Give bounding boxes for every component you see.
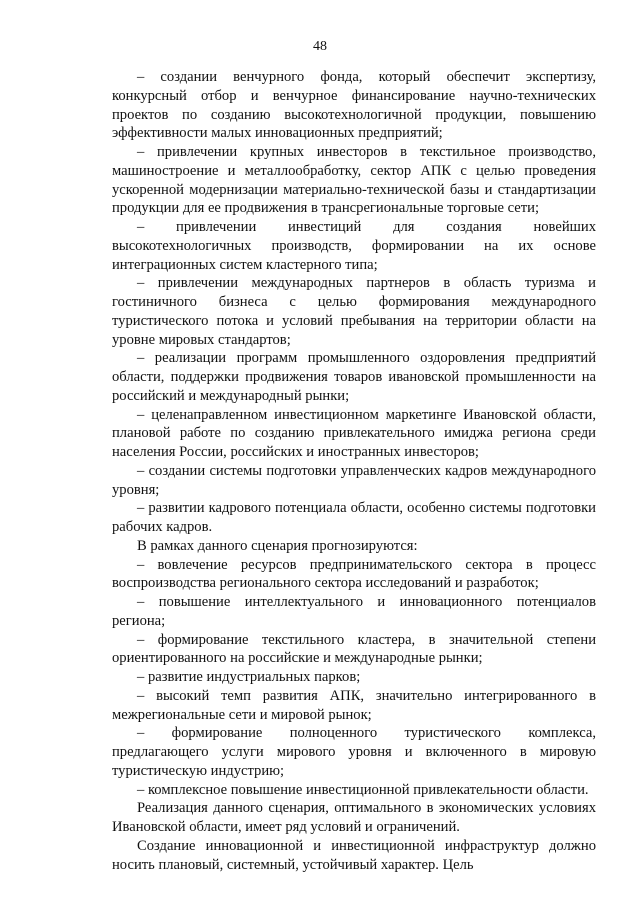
- paragraph: – привлечении крупных инвесторов в текстильное производство, машиностроение и металлообработку, сектор АПК с целью проведения ускоренной модернизации материально-технической базы и стандартизации продукции для ее продвижения в трансрегиональные торговые сети;: [112, 144, 596, 217]
- paragraph: Создание инновационной и инвестиционной инфраструктур должно носить плановый, системный, устойчивый характер. Цель: [112, 837, 596, 873]
- paragraph: – целенаправленном инвестиционном маркетинге Ивановской области, плановой работе по созданию привлекательного имиджа региона среди населения России, российских и иностранных инвесторов;: [112, 406, 596, 460]
- paragraph: – формирование текстильного кластера, в значительной степени ориентированного на российские и международные рынки;: [112, 631, 596, 667]
- paragraph: – формирование полноценного туристического комплекса, предлагающего услуги мирового уровня и включенного в мировую туристическую индустрию;: [112, 725, 596, 779]
- paragraph: Реализация данного сценария, оптимального в экономических условиях Ивановской области, имеет ряд условий и ограничений.: [112, 800, 596, 835]
- paragraph: – создании системы подготовки управленческих кадров международного уровня;: [112, 462, 596, 498]
- paragraph: – привлечении международных партнеров в область туризма и гостиничного бизнеса с целью формирования международного туристического потока и условий пребывания на территории области на уровне мировых стандартов;: [112, 275, 596, 348]
- paragraph: – развитии кадрового потенциала области, особенно системы подготовки рабочих кадров.: [112, 500, 596, 535]
- paragraph: – повышение интеллектуального и инновационного потенциалов региона;: [112, 594, 596, 629]
- paragraph: – комплексное повышение инвестиционной привлекательности области.: [137, 781, 589, 798]
- paragraph: – высокий темп развития АПК, значительно интегрированного в межрегиональные сети и мировой рынок;: [112, 687, 596, 723]
- paragraph: – вовлечение ресурсов предпринимательского сектора в процесс воспроизводства регионального сектора исследований и разработок;: [112, 556, 596, 592]
- paragraph: – развитие индустриальных парков;: [137, 669, 361, 685]
- paragraph: – создании венчурного фонда, который обеспечит экспертизу, конкурсный отбор и венчурное финансирование научно-технических проектов по созданию высокотехнологичной продукции, повышению эффективности малых инновационных предприятий;: [112, 69, 596, 142]
- page-number: 48: [313, 39, 327, 54]
- paragraph: В рамках данного сценария прогнозируются:: [137, 537, 418, 554]
- text-body: [112, 68, 596, 874]
- paragraph: – реализации программ промышленного оздоровления предприятий области, поддержки продвижения товаров ивановской промышленности на российский и международный рынки;: [112, 350, 596, 404]
- paragraph: – привлечении инвестиций для создания новейших высокотехнологичных производств, формировании на их основе интеграционных систем кластерного типа;: [112, 219, 596, 273]
